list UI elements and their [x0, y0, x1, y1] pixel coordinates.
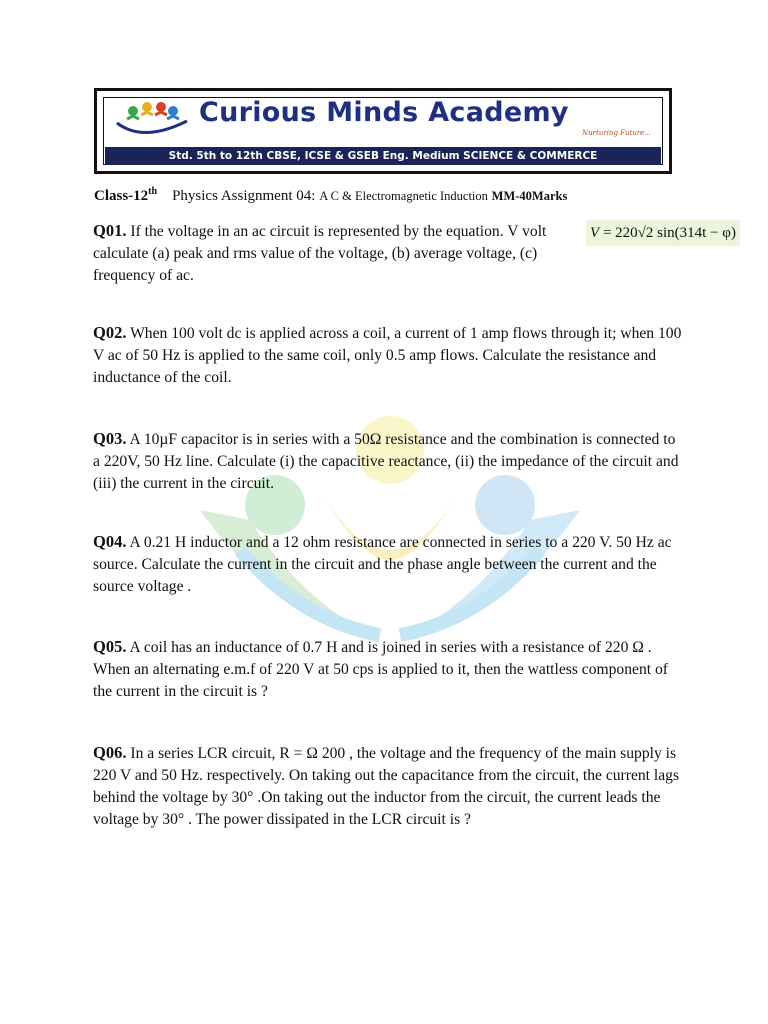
assignment-title: Physics Assignment 04:: [172, 188, 316, 204]
question-6: Q06. In a series LCR circuit, R = Ω 200 , the voltage and the frequency of the main supply is 220 V and 50 Hz. respectively. On taking out the capacitance from the circuit, the current lags behind the voltage by 30° .On taking out the inductor from the circuit, the current leads the voltage by 30° . The power dissipated in the LCR circuit is ?: [93, 743, 680, 828]
question-4: Q04. A 0.21 H inductor and a 12 ohm resistance are connected in series to a 220 V. 50 Hz ac source. Calculate the current in the circuit and the phase angle between the current and the source voltage .: [93, 532, 672, 595]
academy-tagline: Nurturing Future...: [582, 129, 651, 137]
question-5: Q05. A coil has an inductance of 0.7 H and is joined in series with a resistance of 220 Ω . When an alternating e.m.f of 220 V at 50 cps is applied to it, then the wattless component of the current in the circuit is ?: [93, 637, 668, 700]
voltage-equation: V = 220√2 sin(314t − φ): [586, 220, 740, 246]
class-label: Class-12th: [94, 186, 158, 204]
question-1: Q01. If the voltage in an ac circuit is represented by the equation. V volt calculate (a) peak and rms value of the voltage, (b) average voltage, (c) frequency of ac.: [93, 221, 547, 284]
question-2: Q02. When 100 volt dc is applied across a coil, a current of 1 amp flows through it; when 100 V ac of 50 Hz is applied to the same coil, only 0.5 amp flows. Calculate the resistance and inductance of the coil.: [93, 323, 682, 386]
question-3: Q03. A 10µF capacitor is in series with a 50Ω resistance and the combination is connected to a 220V, 50 Hz line. Calculate (i) the capacitive reactance, (ii) the impedance of the circuit and (iii) the current in the circuit.: [93, 429, 679, 492]
academy-banner: [94, 88, 672, 174]
assignment-header: [94, 186, 567, 205]
max-marks: MM-40Marks: [491, 189, 568, 203]
academy-subtitle: Std. 5th to 12th CBSE, ICSE & GSEB Eng. Medium SCIENCE & COMMERCE: [105, 147, 661, 165]
academy-title: Curious Minds Academy: [199, 97, 569, 128]
assignment-topic: A C & Electromagnetic Induction: [319, 189, 488, 203]
academy-logo-icon: [113, 99, 191, 141]
